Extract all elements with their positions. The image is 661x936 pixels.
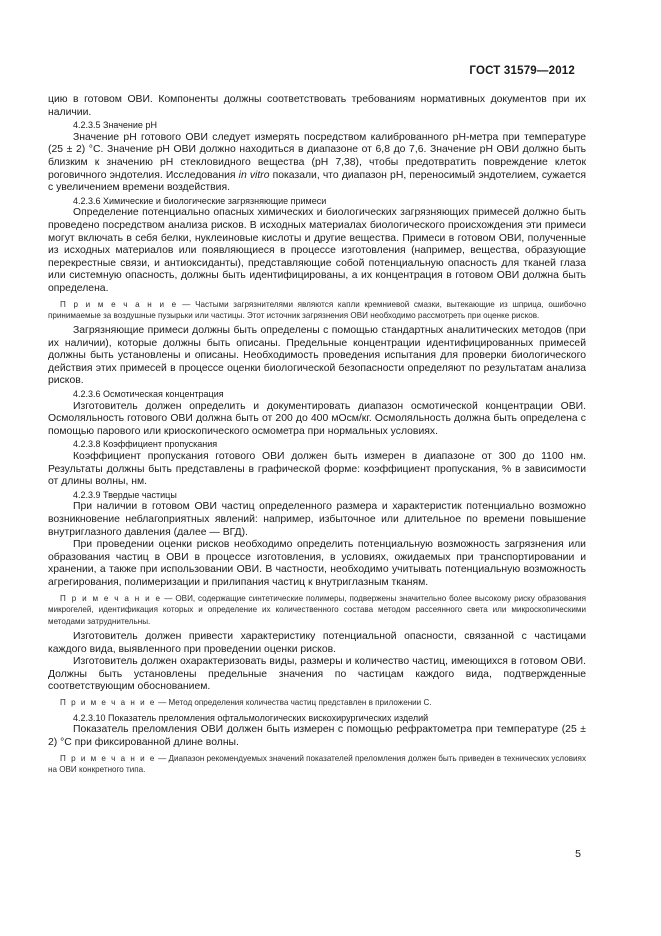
- section-heading: 4.2.3.9 Твердые частицы: [73, 489, 177, 500]
- section-heading: 4.2.3.8 Коэффициент пропускания: [73, 439, 218, 450]
- document-code: ГОСТ 31579—2012: [469, 65, 575, 77]
- section-heading: 4.2.3.6 Химические и биологические загрязняющие примеси: [73, 195, 327, 206]
- paragraph: Показатель преломления ОВИ должен быть измерен с помощью рефрактометра при температуре (25 ± 2) °С при фиксированной длине волны.: [48, 724, 586, 748]
- note: [48, 593, 586, 628]
- section-heading: 4.2.3.5 Значение рН: [73, 120, 157, 131]
- note-label: П р и м е ч а н и е: [60, 593, 162, 603]
- paragraph: Коэффициент пропускания готового ОВИ должен быть измерен в диапазоне от 300 до 1100 нм. Результаты должны быть представлены в графической форме: коэффициент пропускания, % в зависимости от длины волны, нм.: [48, 451, 586, 488]
- note-label: П р и м е ч а н и е: [60, 753, 156, 763]
- note-text: — Частыми загрязнителями являются капли кремниевой смазки, вытекающие из шприца, ошибочно принимаемые за воздушные пузырьки или частицы. Этот источник загрязнения ОВИ необходимо рассмотреть при оценке рисков.: [48, 299, 586, 321]
- note: [48, 753, 586, 777]
- paragraph: цию в готовом ОВИ. Компоненты должны соответствовать требованиям нормативных документов при их наличии.: [48, 94, 586, 118]
- paragraph: Изготовитель должен охарактеризовать виды, размеры и количество частиц, имеющихся в готовом ОВИ. Должны быть установлены предельные значения по частицам каждого вида, подтвержденные соответствующим обоснованием.: [48, 656, 586, 693]
- paragraph: При проведении оценки рисков необходимо определить потенциальную возможность загрязнения или образования частиц в ОВИ в процессе изготовления, в условиях, ожидаемых при транспортировании и хранении, а также при использовании ОВИ. В частности, необходимо учитывать потенциальную возможность агрегирования, полимеризации и прилипания частиц к внутриглазным тканям.: [48, 539, 586, 588]
- document-body: [48, 94, 586, 779]
- paragraph: Изготовитель должен определить и документировать диапазон осмотической концентрации ОВИ. Осмоляльность готового ОВИ должна быть от 200 до 400 мОсм/кг. Осмоляльность должна быть определена с помощью парового или криоскопического осмометра при нормальных условиях.: [48, 400, 586, 437]
- paragraph: При наличии в готовом ОВИ частиц определенного размера и характеристик потенциально возможно возникновение неблагоприятных явлений: например, избыточное или длительное по времени повышение внутриглазного давления (далее — ВГД).: [48, 501, 586, 538]
- italic-term: in vitro: [238, 169, 270, 181]
- paragraph: Изготовитель должен привести характеристику потенциальной опасности, связанной с частицами каждого вида, выявленного при проведении оценки рисков.: [48, 630, 586, 655]
- paragraph: Загрязняющие примеси должны быть определены с помощью стандартных аналитических методов (при их наличии), которые должны быть описаны. Предельные концентрации идентифицированных примесей должны быть установлены и описаны. Необходимость проведения испытания для проверки биологического действия этих примесей в процессе оценки биологической безопасности определяют по результатам анализа рисков.: [48, 325, 586, 387]
- paragraph-text: Значение рН готового ОВИ следует измерять посредством калиброванного рН-метра при температуре (25 ± 2) °С. Значение рН ОВИ должно находиться в диапазоне от 6,8 до 7,6. Значение рН ОВИ должно быть близким к значению рН стекловидного вещества (рН 7,38), чтобы предотвратить повреждение клеток роговичного эндотелия. Исследования: [48, 131, 586, 181]
- note: [48, 299, 586, 323]
- note-text: — ОВИ, содержащие синтетические полимеры, подвержены значительно более высокому риску образования микрогелей, идентификация которых и определение их количественного состава методом рассеянного света или микроскопическими методами затруднительны.: [48, 593, 586, 627]
- section-heading: 4.2.3.6 Осмотическая концентрация: [73, 389, 224, 400]
- note-text: — Диапазон рекомендуемых значений показателей преломления должен быть приведен в технических условиях на ОВИ конкретного типа.: [48, 753, 586, 775]
- paragraph: [48, 132, 586, 195]
- page-number: 5: [575, 848, 581, 860]
- note-label: П р и м е ч а н и е: [60, 697, 156, 707]
- paragraph: Определение потенциально опасных химических и биологических загрязняющих примесей должно быть проведено посредством анализа рисков. В исходных материалах биологического происхождения эти примеси могут включать в себя белки, нуклеиновые кислоты и другие вещества. Примеси в готовом ОВИ, полученные из исходных материалов или появляющиеся в процессе изготовления (например, вещества, образующие перекрестные связи, и антиоксиданты), представляющие собой потенциальную опасность для тканей глаза или системную опасность, должны быть идентифицированы, а их концентрация в готовом ОВИ должна быть определена.: [48, 207, 586, 294]
- section-heading: 4.2.3.10 Показатель преломления офтальмологических вискохирургических изделий: [73, 712, 429, 723]
- note: [48, 697, 586, 709]
- note-text: — Метод определения количества частиц представлен в приложении С.: [155, 697, 432, 707]
- note-label: П р и м е ч а н и е: [60, 299, 178, 309]
- paragraph-text: показали, что диапазон рН, переносимый эндотелием, сужается с увеличением времени воздействия.: [48, 169, 586, 194]
